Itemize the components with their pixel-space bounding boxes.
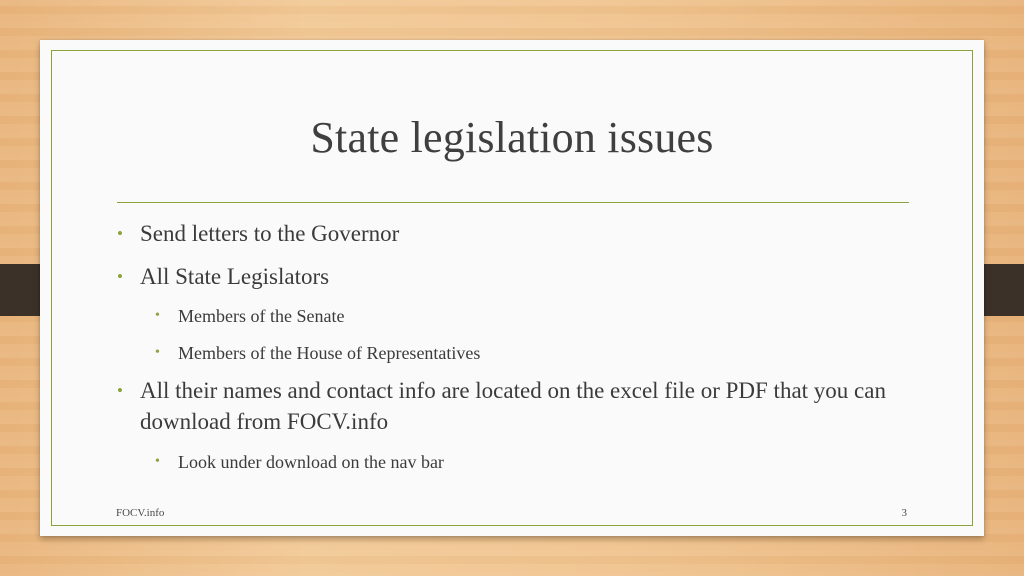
bullet-item — [117, 218, 940, 249]
bullet-dot-icon: • — [155, 454, 160, 469]
bullet-item — [117, 375, 940, 474]
sub-bullet-list — [140, 304, 940, 365]
sub-bullet-text: Look under download on the nav bar — [178, 452, 444, 472]
sub-bullet-text: Members of the House of Representatives — [178, 343, 481, 363]
sub-bullet-text: Members of the Senate — [178, 306, 345, 326]
slide-card — [40, 40, 984, 536]
slide-title: State legislation issues — [310, 113, 714, 162]
sub-bullet-item — [140, 341, 940, 365]
bullet-text: Send letters to the Governor — [140, 221, 400, 246]
title-divider — [117, 202, 909, 203]
bullet-list — [117, 218, 940, 474]
bullet-dot-icon: • — [117, 224, 123, 243]
bullet-dot-icon: • — [155, 345, 160, 360]
bullet-text: All State Legislators — [140, 264, 330, 289]
bullet-item — [117, 261, 940, 365]
sub-bullet-list — [140, 450, 940, 474]
bullet-dot-icon: • — [117, 381, 123, 400]
bullet-dot-icon: • — [155, 308, 160, 323]
bullet-text: All their names and contact info are located on the excel file or PDF that you can download from FOCV.info — [140, 378, 886, 434]
footer-site-label: FOCV.info — [116, 507, 165, 519]
bullet-dot-icon: • — [117, 267, 123, 286]
page-number: 3 — [901, 507, 907, 519]
sub-bullet-item — [140, 304, 940, 328]
sub-bullet-item — [140, 450, 940, 474]
